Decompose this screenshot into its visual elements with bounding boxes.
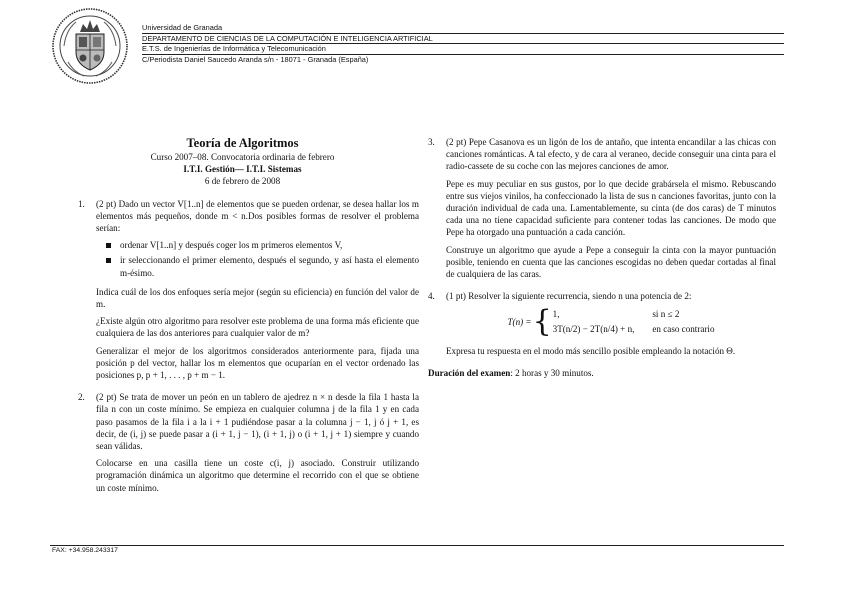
- question-text: Construye un algoritmo que ayude a Pepe a conseguir la cinta con la mayor puntuación posible, teniendo en cuenta que las canciones escogidas no deben quedar cortadas al final de cualquiera de las caras.: [446, 244, 776, 280]
- duration-value: : 2 horas y 30 minutos.: [510, 368, 594, 379]
- question-text: (2 pt) Se trata de mover un peón en un tablero de ajedrez n × n desde la fila 1 hasta la fila n con un coste mínimo. Se empieza en cualquier columna j de la fila 1 y en cada paso pasamos de la fila i a la i + 1 pudiéndose pasar a la columna j − 1, j ó j + 1, es decir, de (i, j) se puede pasar a (i + 1, j − 1), (i + 1, j) o (i + 1, j + 1) siempre y cuando sean válidas.: [96, 392, 419, 452]
- question-text: (2 pt) Dado un vector V[1..n] de elementos que se pueden ordenar, se desea hallar los m elementos más pequeños, donde m < n.Dos posibles formas de resolver el problema serían:: [96, 198, 419, 234]
- exam-duration: [428, 367, 776, 379]
- list-item: ir seleccionando el primer elemento, después el segundo, y así hasta el elemento m-ésimo.: [96, 254, 419, 278]
- question-text: ¿Existe algún otro algoritmo para resolver este problema de una forma más eficiente que cualquiera de las dos anteriores para cualquier valor de m?: [96, 316, 419, 339]
- question-2: [78, 391, 419, 494]
- fax-number: FAX: +34.958.243317: [52, 547, 118, 554]
- question-number: 3.: [428, 137, 435, 147]
- question-text: Expresa tu respuesta en el modo más sencillo posible empleando la notación Θ.: [446, 345, 736, 356]
- university-seal: [50, 6, 130, 86]
- recurrence-equation: [446, 303, 776, 339]
- equation-cases: [553, 308, 715, 334]
- school-name: E.T.S. de Ingenierías de Informática y Telecomunicación: [142, 44, 784, 55]
- brace-icon: {: [532, 303, 552, 339]
- question-text: Colocarse en una casilla tiene un coste c(i, j) asociado. Construir utilizando programación dinámica un algoritmo que determine el recorrido con el que se obtiene un coste mínimo.: [96, 458, 419, 493]
- case-2-condition: en caso contrario: [652, 323, 715, 334]
- letterhead: [142, 23, 784, 64]
- question-1: [78, 198, 419, 382]
- question-text: (2 pt) Pepe Casanova es un ligón de los de antaño, que intenta encandilar a las chicas con canciones románticas. A tal efecto, y de cara al veraneo, decide conseguir una cinta para el radio-cassete de su coche con las mejores canciones de amor.: [446, 137, 776, 172]
- question-text: Indica cuál de los dos enfoques sería mejor (según su eficiencia) en función del valor de m.: [96, 286, 419, 310]
- list-item: ordenar V[1..n] y después coger los m primeros elementos V,: [96, 239, 419, 251]
- department-name: DEPARTAMENTO DE CIENCIAS DE LA COMPUTACIÓN E INTELIGENCIA ARTIFICIAL: [142, 34, 784, 45]
- footer-divider: [50, 545, 784, 546]
- equation-lhs: T(n) =: [507, 316, 532, 327]
- address: C/Periodista Daniel Saucedo Aranda s/n - 18071 - Granada (España): [142, 54, 369, 64]
- case-1-condition: si n ≤ 2: [652, 309, 680, 320]
- exam-title: Teoría de Algoritmos: [186, 136, 299, 150]
- case-1-expression: 1,: [552, 309, 560, 320]
- question-number: 4.: [428, 291, 435, 302]
- question-text: Generalizar el mejor de los algoritmos considerados anteriormente para, fijada una posición p del vector, hallar los m elementos que ocuparían en el vector ordenado las posiciones p, p + 1, . . . , p + m − 1.: [96, 345, 419, 381]
- question-3: [428, 136, 776, 280]
- question-number: 2.: [78, 392, 85, 403]
- duration-label: Duración del examen: [428, 368, 511, 379]
- exam-date: 6 de febrero de 2008: [204, 176, 281, 187]
- exam-programs: I.T.I. Gestión— I.T.I. Sistemas: [183, 164, 302, 175]
- question-text: (1 pt) Resolver la siguiente recurrencia, siendo n una potencia de 2:: [446, 291, 692, 302]
- question-text: Pepe es muy peculiar en sus gustos, por lo que decide grabársela el mismo. Rebuscando entre sus viejos vinilos, ha confeccionado la lista de sus n canciones favoritas, junto con la duración individual de cada una. Lamentablemente, su cinta (de dos caras) de T minutos cada una no tiene capacidad suficiente para contener todas las canciones. De modo que Pepe ha otorgado una puntuación a cada canción.: [446, 178, 776, 238]
- question-4: [428, 290, 776, 357]
- university-name: Universidad de Granada: [142, 23, 784, 34]
- left-column: [78, 136, 419, 499]
- question-number: 1.: [78, 198, 85, 209]
- exam-course: Curso 2007–08. Convocatoria ordinaria de febrero: [150, 152, 335, 162]
- right-column: [428, 136, 776, 379]
- case-2-expression: 3T(n/2) − 2T(n/4) + n,: [552, 323, 635, 334]
